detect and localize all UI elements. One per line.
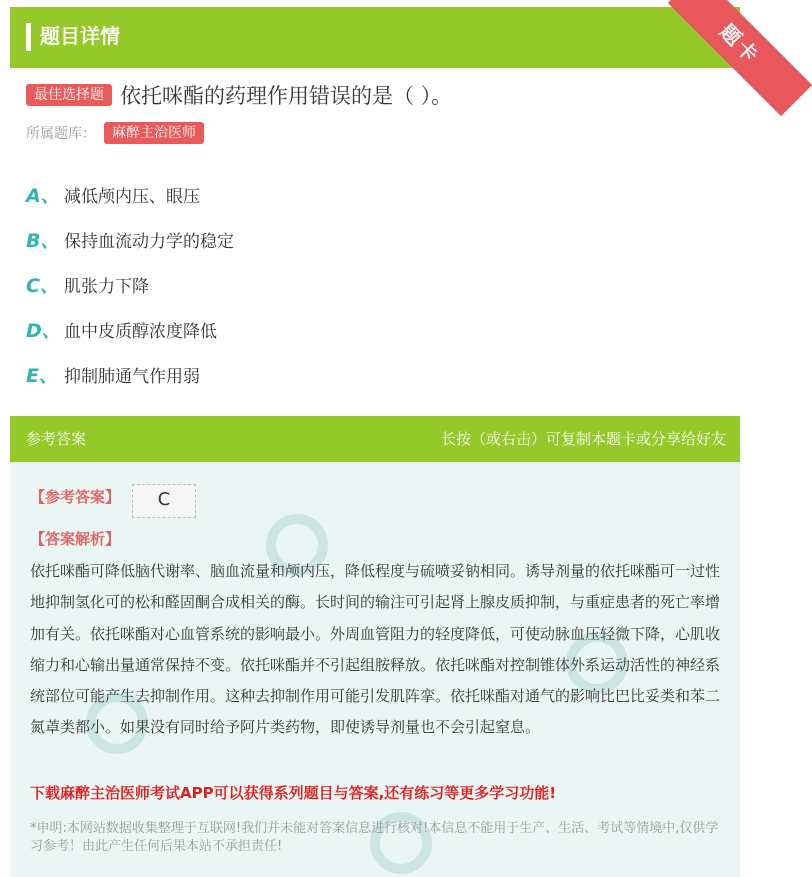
- option-a[interactable]: [26, 172, 234, 217]
- corner-ribbon: [650, 0, 765, 100]
- page-title: 题目详情: [40, 24, 120, 48]
- answer-label: 【参考答案】: [30, 488, 121, 506]
- option-letter: B、: [26, 230, 60, 252]
- option-e[interactable]: [26, 352, 234, 397]
- option-c[interactable]: [26, 262, 234, 307]
- bank-name-badge[interactable]: 麻醉主治医师: [104, 122, 204, 144]
- option-letter: D、: [26, 320, 61, 342]
- bank-label: 所属题库：: [26, 126, 96, 142]
- header-accent-bar: [26, 23, 31, 51]
- option-d[interactable]: [26, 307, 234, 352]
- options-list: [26, 172, 234, 397]
- question-type-badge: 最佳选择题: [26, 84, 112, 106]
- share-hint: 长按（或右击）可复制本题卡或分享给好友: [440, 430, 726, 448]
- option-letter: A、: [26, 185, 60, 207]
- app-promo-link[interactable]: 下载麻醉主治医师考试APP可以获得系列题目与答案,还有练习等更多学习功能!: [30, 784, 557, 802]
- option-letter: C、: [26, 275, 59, 297]
- question-text: 依托咪酯的药理作用错误的是（ ）。: [120, 84, 453, 108]
- analysis-label: 【答案解析】: [30, 530, 121, 548]
- ribbon-label: 题卡: [668, 0, 812, 116]
- question-bank-row: [26, 122, 204, 144]
- option-text: 保持血流动力学的稳定: [64, 232, 234, 252]
- option-text: 肌张力下降: [64, 277, 149, 297]
- analysis-text: 依托咪酯可降低脑代谢率、脑血流量和颅内压，降低程度与硫喷妥钠相同。诱导剂量的依托咪酯可一过性地抑制氢化可的松和醛固酮合成相关的酶。长时间的输注可引起肾上腺皮质抑制，与重症患者的死亡率增加有关。依托咪酯对心血管系统的影响最小。外周血管阻力的轻度降低，可使动脉血压轻微下降，心肌收缩力和心输出量通常保持不变。依托咪酯并不引起组胺释放。依托咪酯对控制锥体外系运动活性的神经系统部位可能产生去抑制作用。这种去抑制作用可能引发肌阵挛。依托咪酯对通气的影响比巴比妥类和苯二氮䓬类都小。如果没有同时给予阿片类药物，即使诱导剂量也不会引起窒息。: [30, 562, 721, 737]
- option-letter: E、: [26, 365, 58, 387]
- option-text: 减低颅内压、眼压: [64, 187, 200, 207]
- answer-image: C: [132, 484, 196, 518]
- answer-section-header: [10, 416, 740, 462]
- option-text: 抑制肺通气作用弱: [64, 367, 200, 387]
- answer-section-title: 参考答案: [26, 430, 87, 448]
- option-b[interactable]: [26, 217, 234, 262]
- answer-panel: [10, 462, 740, 877]
- page-header: [10, 7, 740, 68]
- disclaimer-text: *申明:本网站数据收集整理于互联网!我们并未能对答案信息进行核对!本信息不能用于生产、生活、考试等情境中,仅供学习参考！由此产生任何后果本站不承担责任!: [30, 821, 719, 854]
- question-row: [26, 80, 452, 110]
- option-text: 血中皮质醇浓度降低: [64, 322, 217, 342]
